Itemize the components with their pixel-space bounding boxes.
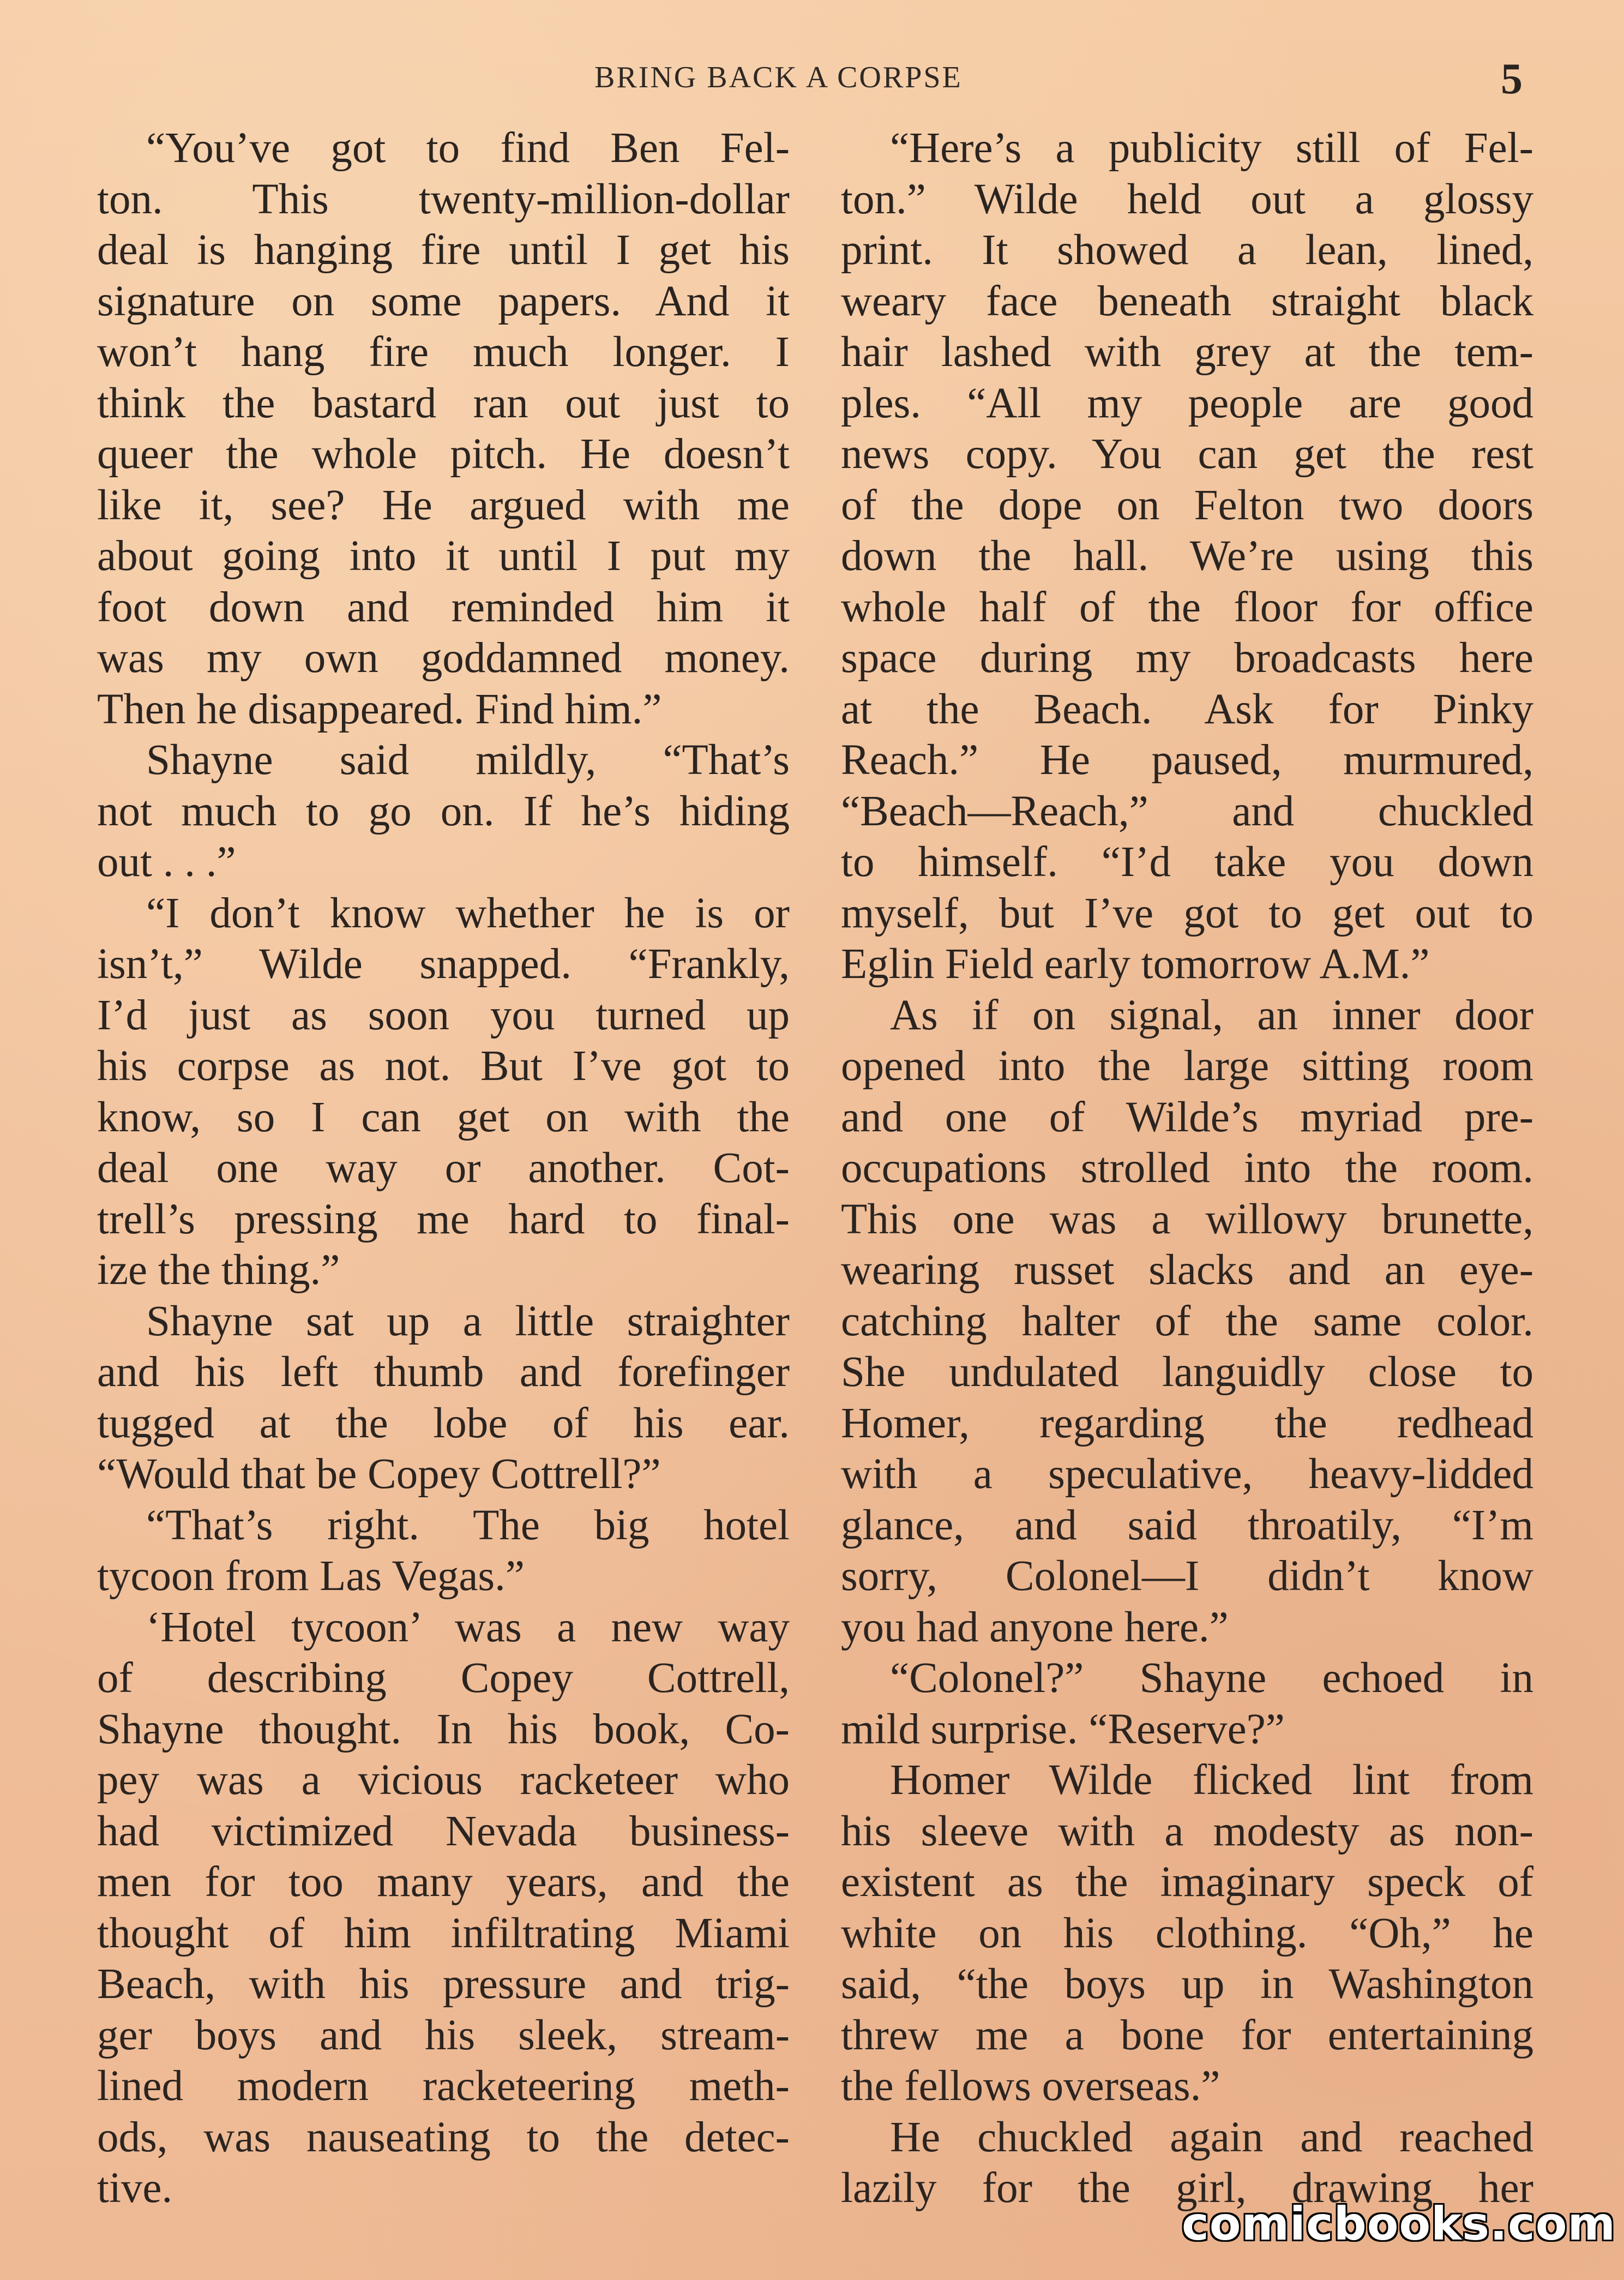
text-line: men for too many years, and the — [97, 1858, 790, 1906]
text-line: said, “the boys up in Washington — [841, 1960, 1533, 2008]
text-line: trell’s pressing me hard to final- — [97, 1195, 790, 1243]
text-line: news copy. You can get the rest — [841, 430, 1533, 478]
text-line: his sleeve with a modesty as non- — [841, 1807, 1533, 1855]
text-line: know, so I can get on with the — [97, 1093, 790, 1141]
text-line: his corpse as not. But I’ve got to — [97, 1042, 790, 1090]
text-line: “Beach—Reach,” and chuckled — [841, 787, 1533, 835]
text-line: whole half of the floor for office — [841, 583, 1533, 631]
text-line: existent as the imaginary speck of — [841, 1858, 1533, 1906]
text-line: Homer, regarding the redhead — [841, 1399, 1533, 1447]
text-line: white on his clothing. “Oh,” he — [841, 1909, 1533, 1957]
text-line: threw me a bone for entertaining — [841, 2011, 1533, 2059]
text-line: the fellows overseas.” — [841, 2062, 1220, 2110]
text-line: lined modern racketeering meth- — [97, 2062, 790, 2110]
text-line: Shayne thought. In his book, Co- — [97, 1705, 790, 1753]
text-line: wearing russet slacks and an eye- — [841, 1246, 1533, 1294]
text-line: signature on some papers. And it — [97, 277, 790, 325]
text-line: not much to go on. If he’s hiding — [97, 787, 790, 835]
text-line: Beach, with his pressure and trig- — [97, 1960, 790, 2008]
text-line: like it, see? He argued with me — [97, 481, 790, 529]
text-line: Shayne said mildly, “That’s — [146, 736, 790, 784]
text-line: about going into it until I put my — [97, 532, 790, 580]
text-line: queer the whole pitch. He doesn’t — [97, 430, 790, 478]
text-line: at the Beach. Ask for Pinky — [841, 685, 1533, 733]
text-line: pey was a vicious racketeer who — [97, 1756, 790, 1804]
text-line: myself, but I’ve got to get out to — [841, 889, 1533, 937]
text-line: won’t hang fire much longer. I — [97, 328, 790, 376]
text-line: Then he disappeared. Find him.” — [97, 685, 662, 733]
text-line: Reach.” He paused, murmured, — [841, 736, 1533, 784]
text-line: lazily for the girl, drawing her — [841, 2164, 1533, 2212]
text-line: and one of Wilde’s myriad pre- — [841, 1093, 1533, 1141]
text-line: sorry, Colonel—I didn’t know — [841, 1552, 1533, 1600]
text-line: ize the thing.” — [97, 1246, 340, 1294]
text-line: Eglin Field early tomorrow A.M.” — [841, 940, 1430, 988]
text-line: ‘Hotel tycoon’ was a new way — [146, 1603, 790, 1651]
text-line: glance, and said throatily, “I’m — [841, 1501, 1533, 1549]
text-line: ton.” Wilde held out a glossy — [841, 175, 1533, 223]
text-line: foot down and reminded him it — [97, 583, 790, 631]
right-text-column — [841, 123, 1533, 2214]
text-line: occupations strolled into the room. — [841, 1144, 1533, 1192]
text-line: out . . .” — [97, 838, 236, 886]
text-line: hair lashed with grey at the tem- — [841, 328, 1533, 376]
text-line: ger boys and his sleek, stream- — [97, 2011, 790, 2059]
text-line: “I don’t know whether he is or — [146, 889, 790, 937]
text-line: “Would that be Copey Cottrell?” — [97, 1450, 661, 1498]
text-line: of describing Copey Cottrell, — [97, 1654, 790, 1702]
text-line: had victimized Nevada business- — [97, 1807, 790, 1855]
text-line: isn’t,” Wilde snapped. “Frankly, — [97, 940, 790, 988]
text-line: ton. This twenty-million-dollar — [97, 175, 790, 223]
text-line: mild surprise. “Reserve?” — [841, 1705, 1285, 1753]
text-line: catching halter of the same color. — [841, 1297, 1533, 1345]
text-line: “Colonel?” Shayne echoed in — [890, 1654, 1533, 1702]
text-line: As if on signal, an inner door — [890, 991, 1533, 1039]
text-line: deal is hanging fire until I get his — [97, 226, 790, 274]
text-line: of the dope on Felton two doors — [841, 481, 1533, 529]
text-line: weary face beneath straight black — [841, 277, 1533, 325]
text-line: was my own goddamned money. — [97, 634, 790, 682]
text-line: opened into the large sitting room — [841, 1042, 1533, 1090]
text-line: thought of him infiltrating Miami — [97, 1909, 790, 1957]
text-line: “You’ve got to find Ben Fel- — [146, 124, 790, 172]
left-text-column — [97, 123, 790, 2214]
text-line: tugged at the lobe of his ear. — [97, 1399, 790, 1447]
text-line: and his left thumb and forefinger — [97, 1348, 790, 1396]
text-line: down the hall. We’re using this — [841, 532, 1533, 580]
watermark-logo: comicbooks.com — [1182, 2197, 1616, 2251]
text-line: deal one way or another. Cot- — [97, 1144, 790, 1192]
page-number: 5 — [1501, 55, 1523, 103]
text-line: with a speculative, heavy-lidded — [841, 1450, 1533, 1498]
text-line: tycoon from Las Vegas.” — [97, 1552, 525, 1600]
text-line: “Here’s a publicity still of Fel- — [890, 124, 1533, 172]
text-line: Shayne sat up a little straighter — [146, 1297, 790, 1345]
text-line: you had anyone here.” — [841, 1603, 1229, 1651]
text-line: She undulated languidly close to — [841, 1348, 1533, 1396]
text-line: I’d just as soon you turned up — [97, 991, 790, 1039]
text-line: He chuckled again and reached — [890, 2113, 1533, 2161]
text-line: to himself. “I’d take you down — [841, 838, 1533, 886]
text-line: This one was a willowy brunette, — [841, 1195, 1533, 1243]
text-line: Homer Wilde flicked lint from — [890, 1756, 1533, 1804]
text-line: space during my broadcasts here — [841, 634, 1533, 682]
text-line: “That’s right. The big hotel — [146, 1501, 790, 1549]
text-line: ods, was nauseating to the detec- — [97, 2113, 790, 2161]
text-line: think the bastard ran out just to — [97, 379, 790, 427]
text-line: ples. “All my people are good — [841, 379, 1533, 427]
text-line: print. It showed a lean, lined, — [841, 226, 1533, 274]
text-line: tive. — [97, 2164, 173, 2212]
running-head: BRING BACK A CORPSE — [594, 61, 963, 94]
